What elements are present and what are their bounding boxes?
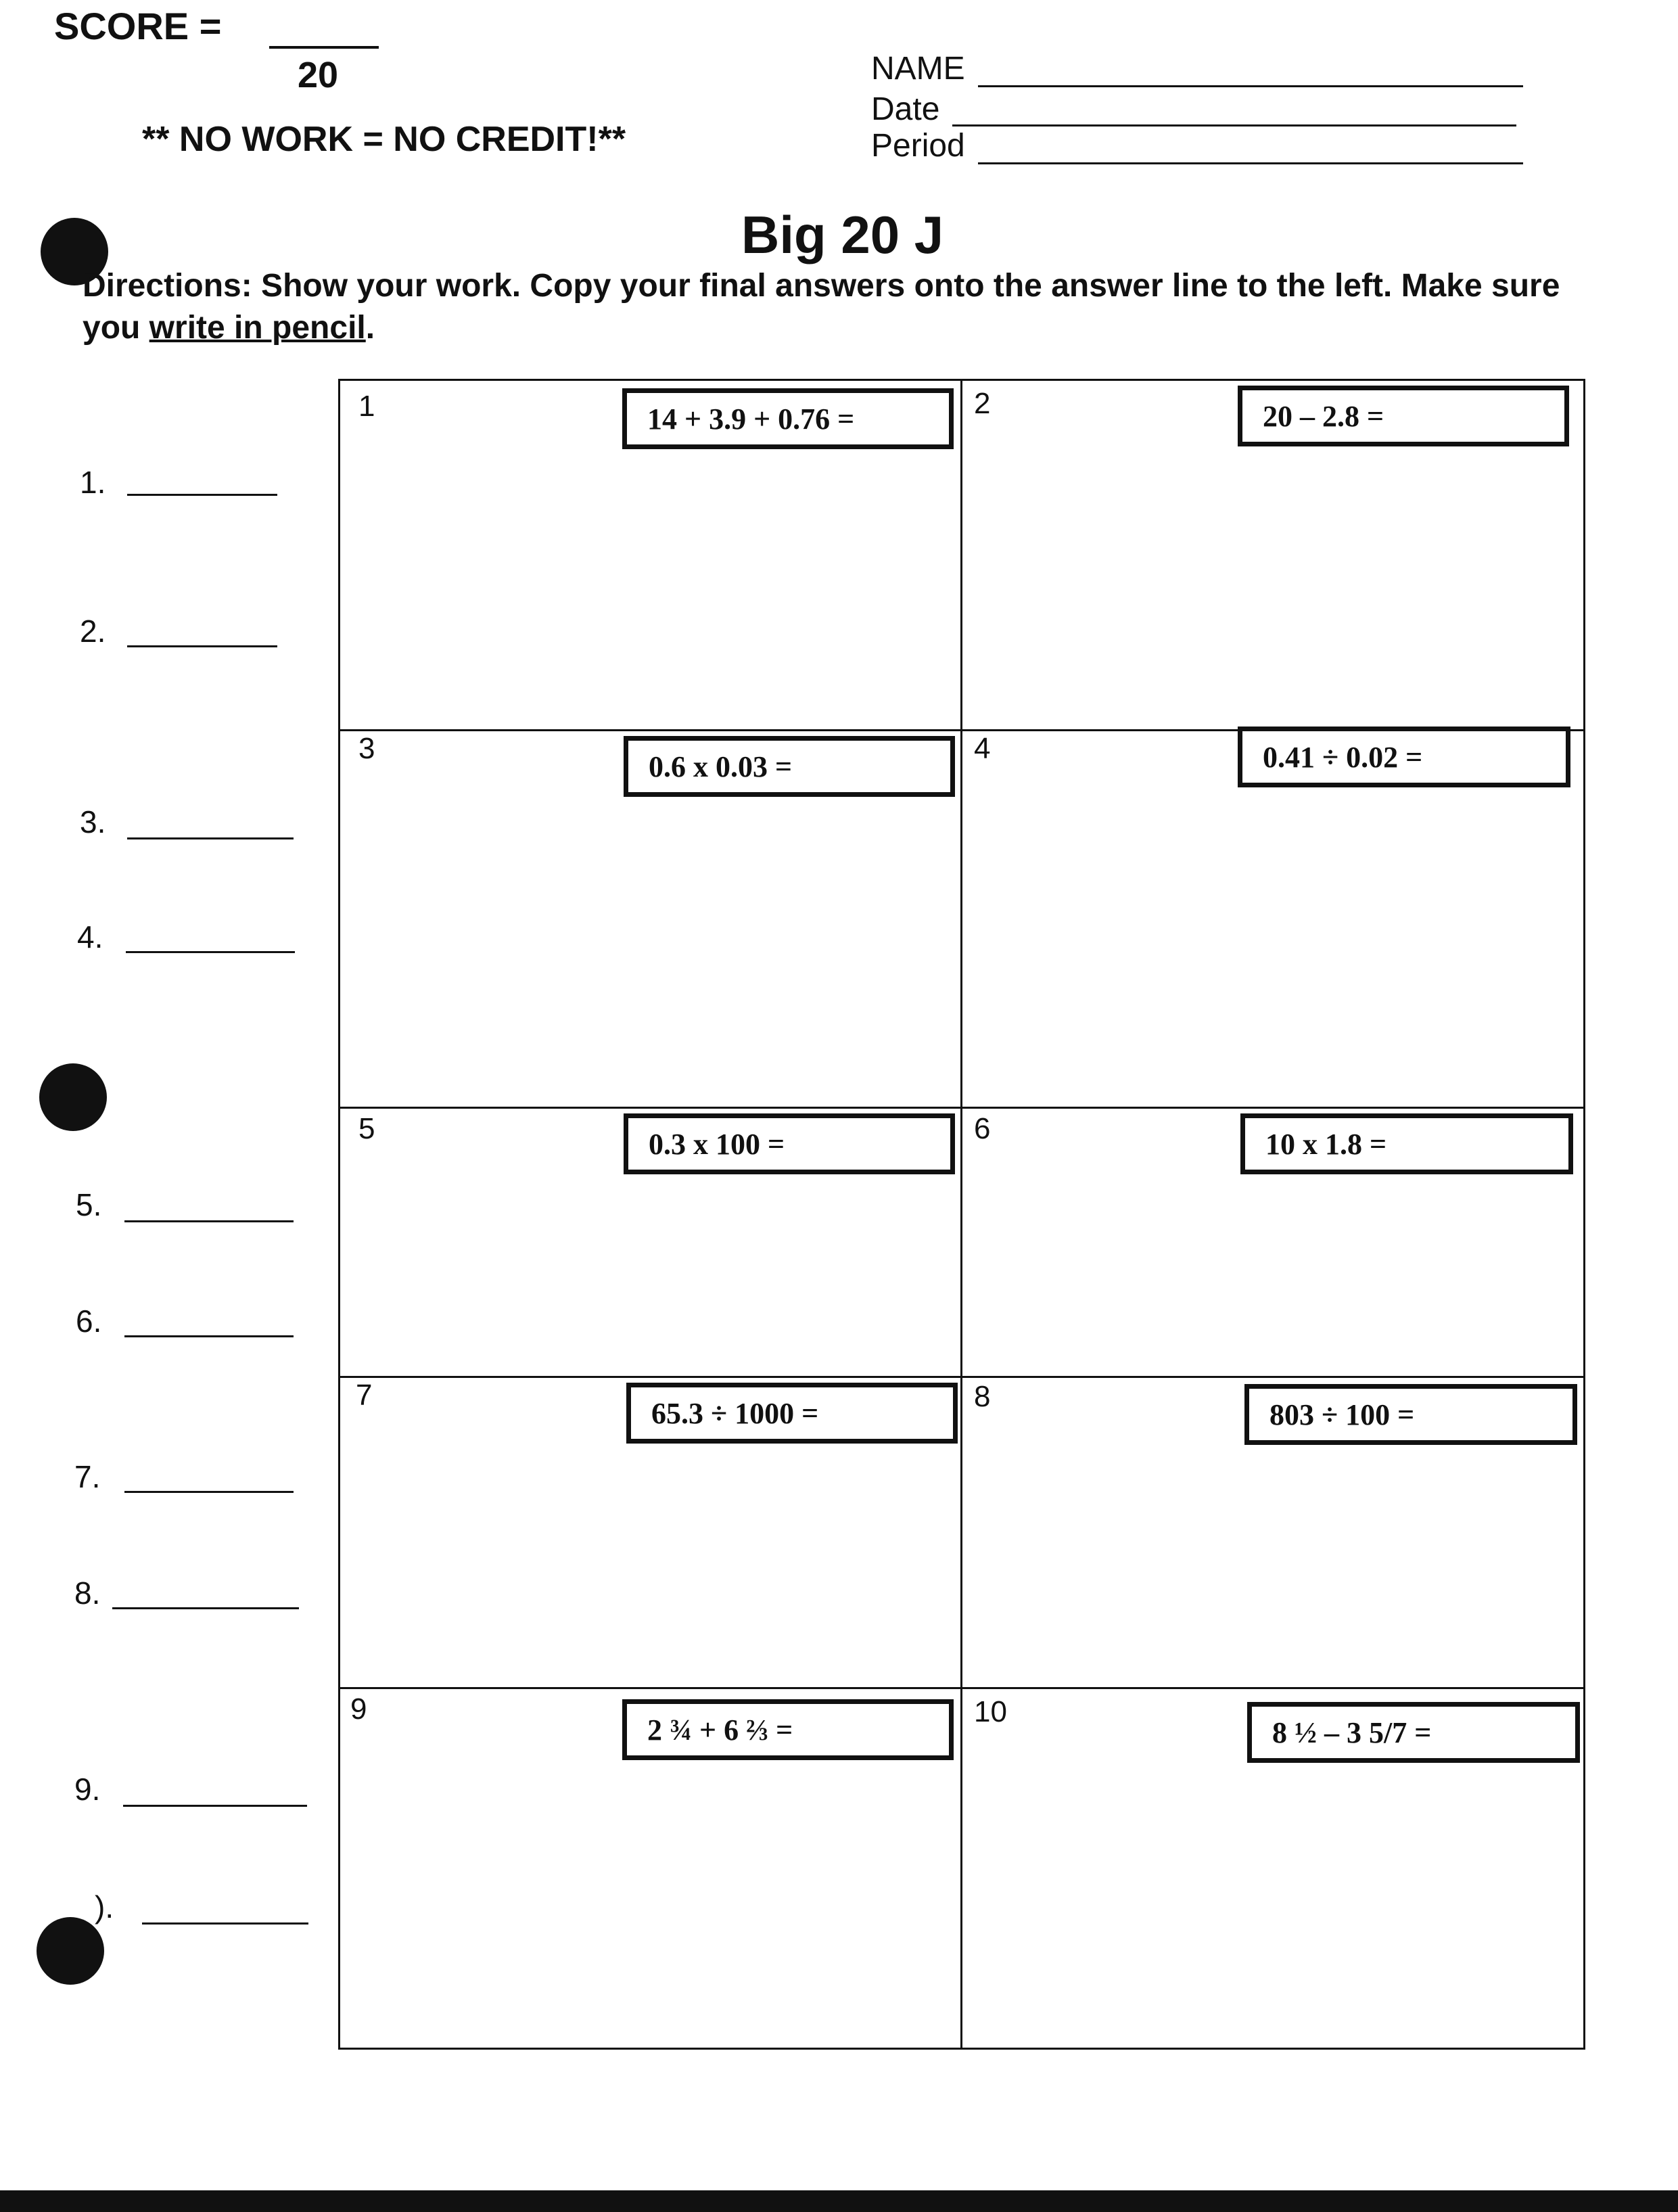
answer-label: 2.	[80, 614, 106, 649]
grid-divider	[338, 1687, 1585, 1689]
problem-number-5: 5	[358, 1112, 375, 1145]
date-field[interactable]	[952, 124, 1516, 126]
answer-label: 3.	[80, 804, 106, 839]
problem-box-7: 65.3 ÷ 1000 =	[626, 1383, 958, 1444]
directions-end: .	[365, 310, 375, 346]
answer-label: 6.	[76, 1304, 102, 1339]
problem-box-1: 14 + 3.9 + 0.76 =	[622, 388, 954, 449]
answer-line-7[interactable]	[74, 1458, 100, 1495]
answer-line-2[interactable]	[80, 613, 106, 649]
answer-label: 1.	[80, 465, 106, 500]
page-title: Big 20 J	[741, 205, 944, 264]
grid-divider	[960, 379, 962, 2050]
score-blank-line[interactable]	[269, 46, 379, 49]
problem-number-9: 9	[350, 1692, 367, 1726]
answer-label: 5.	[76, 1187, 102, 1222]
answer-label: 7.	[74, 1459, 101, 1494]
answer-line-8[interactable]	[74, 1575, 100, 1611]
directions-emphasis: write in pencil	[149, 310, 366, 346]
answer-label: ).	[95, 1889, 114, 1925]
problem-number-2: 2	[974, 387, 991, 420]
answer-line-5[interactable]	[76, 1186, 101, 1223]
problem-box-8: 803 ÷ 100 =	[1244, 1384, 1577, 1445]
directions-text: Directions: Show your work. Copy your final answers onto the answer line to the left. Make sure you	[83, 268, 1560, 346]
answer-line-3[interactable]	[80, 804, 106, 840]
no-work-warning: ** NO WORK = NO CREDIT!**	[142, 120, 626, 159]
answer-line-9[interactable]	[74, 1771, 100, 1807]
answer-label: 4.	[77, 919, 103, 954]
period-field[interactable]	[978, 162, 1523, 164]
problem-box-4: 0.41 ÷ 0.02 =	[1238, 727, 1570, 787]
answer-line-10[interactable]	[95, 1889, 114, 1925]
answer-label: 9.	[74, 1772, 101, 1807]
binder-hole-icon	[39, 1063, 107, 1131]
date-label: Date	[871, 91, 940, 127]
answer-line-4[interactable]	[77, 919, 103, 955]
binder-hole-icon	[37, 1917, 104, 1985]
problem-number-6: 6	[974, 1112, 991, 1145]
problem-box-5: 0.3 x 100 =	[624, 1113, 955, 1174]
score-total: 20	[298, 55, 339, 95]
scan-edge	[0, 2190, 1678, 2212]
problem-box-9: 2 ¾ + 6 ⅔ =	[622, 1699, 954, 1760]
problem-number-3: 3	[358, 732, 375, 765]
problem-box-3: 0.6 x 0.03 =	[624, 736, 955, 797]
directions	[83, 265, 1564, 349]
period-label: Period	[871, 128, 965, 164]
problem-box-2: 20 – 2.8 =	[1238, 386, 1569, 446]
grid-divider	[338, 1107, 1585, 1109]
score-label: SCORE =	[54, 5, 222, 47]
answer-line-1[interactable]	[80, 464, 106, 501]
problem-number-4: 4	[974, 732, 991, 765]
grid-divider	[338, 1376, 1585, 1378]
answer-line-6[interactable]	[76, 1303, 101, 1339]
problem-number-10: 10	[974, 1695, 1007, 1728]
name-field[interactable]	[978, 85, 1523, 87]
answer-label: 8.	[74, 1575, 101, 1611]
problem-box-10: 8 ½ – 3 5/7 =	[1247, 1702, 1580, 1763]
problem-number-1: 1	[358, 390, 375, 423]
problem-number-8: 8	[974, 1380, 991, 1413]
problem-box-6: 10 x 1.8 =	[1240, 1113, 1573, 1174]
name-label: NAME	[871, 51, 965, 87]
problem-number-7: 7	[356, 1379, 373, 1412]
